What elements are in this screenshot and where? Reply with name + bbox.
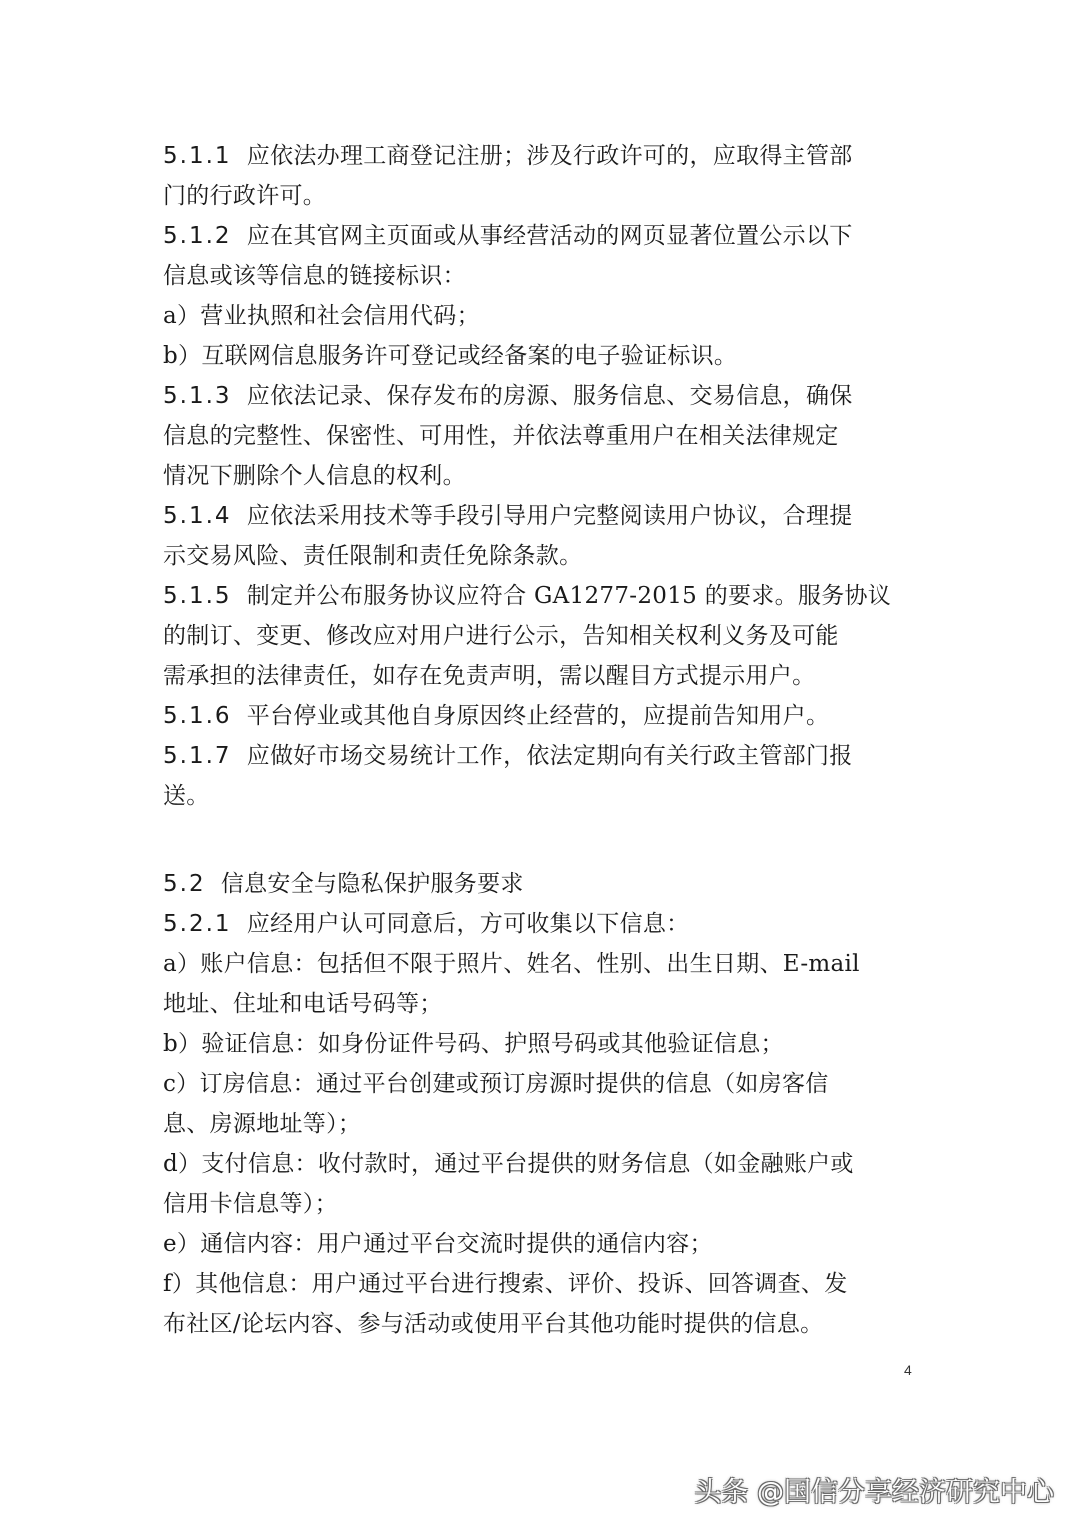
text-line (163, 176, 923, 216)
line-text: 示交易风险、责任限制和责任免除条款。 (163, 543, 583, 569)
line-text: 息、房源地址等）； (163, 1111, 362, 1137)
line-text: 应依法办理工商登记注册；涉及行政许可的，应取得主管部 (246, 143, 853, 169)
clause-line (163, 136, 923, 176)
clause-line (163, 736, 923, 776)
line-text: 制定并公布服务协议应符合 GA1277-2015 的要求。服务协议 (246, 583, 892, 609)
text-line (163, 944, 923, 984)
text-line (163, 256, 923, 296)
line-text: f）其他信息：用户通过平台进行搜索、评价、投诉、回答调查、发 (163, 1271, 848, 1297)
clause-line (163, 216, 923, 256)
line-text: 情况下删除个人信息的权利。 (163, 463, 466, 489)
text-line (163, 656, 923, 696)
line-text: 信息的完整性、保密性、可用性，并依法尊重用户在相关法律规定 (163, 423, 839, 449)
text-line (163, 1064, 923, 1104)
line-text: 地址、住址和电话号码等； (163, 991, 443, 1017)
line-text: a）账户信息：包括但不限于照片、姓名、性别、出生日期、E-mail (163, 951, 860, 977)
clause-line (163, 376, 923, 416)
text-line (163, 1104, 923, 1144)
clause-number: 5.1.1 (163, 143, 232, 169)
line-text: a）营业执照和社会信用代码； (163, 303, 480, 329)
line-text: 信用卡信息等）； (163, 1191, 338, 1217)
line-text: d）支付信息：收付款时，通过平台提供的财务信息（如金融账户或 (163, 1151, 854, 1177)
section-5-2-content (163, 904, 923, 1344)
section-heading (163, 864, 923, 904)
clause-line (163, 696, 923, 736)
line-text: b）验证信息：如身份证件号码、护照号码或其他验证信息； (163, 1031, 784, 1057)
section-number: 5.2 (163, 871, 206, 897)
section-gap (163, 816, 923, 864)
clause-number: 5.2.1 (163, 911, 232, 937)
line-text: 应在其官网主页面或从事经营活动的网页显著位置公示以下 (246, 223, 853, 249)
line-text: e）通信内容：用户通过平台交流时提供的通信内容； (163, 1231, 713, 1257)
line-text: c）订房信息：通过平台创建或预订房源时提供的信息（如房客信 (163, 1071, 829, 1097)
line-text: 应依法记录、保存发布的房源、服务信息、交易信息，确保 (246, 383, 853, 409)
clause-number: 5.1.6 (163, 703, 232, 729)
document-body (163, 136, 923, 1344)
text-line (163, 1184, 923, 1224)
section-5-1-content (163, 136, 923, 816)
line-text: 平台停业或其他自身原因终止经营的，应提前告知用户。 (246, 703, 830, 729)
watermark-text: 头条 @国信分享经济研究中心 (694, 1477, 1054, 1508)
clause-number: 5.1.7 (163, 743, 232, 769)
line-text: 信息或该等信息的链接标识： (163, 263, 466, 289)
line-text: 的制订、变更、修改应对用户进行公示，告知相关权利义务及可能 (163, 623, 839, 649)
clause-number: 5.1.3 (163, 383, 232, 409)
line-text: 送。 (163, 783, 210, 809)
line-text: 需承担的法律责任，如存在免责声明，需以醒目方式提示用户。 (163, 663, 816, 689)
text-line (163, 1024, 923, 1064)
text-line (163, 616, 923, 656)
text-line (163, 416, 923, 456)
page-number: 4 (904, 1362, 912, 1378)
line-text: 布社区/论坛内容、参与活动或使用平台其他功能时提供的信息。 (163, 1311, 824, 1337)
clause-line (163, 576, 923, 616)
clause-number: 5.1.2 (163, 223, 232, 249)
text-line (163, 296, 923, 336)
text-line (163, 336, 923, 376)
text-line (163, 1144, 923, 1184)
text-line (163, 984, 923, 1024)
line-text: b）互联网信息服务许可登记或经备案的电子验证标识。 (163, 343, 738, 369)
text-line (163, 536, 923, 576)
line-text: 应依法采用技术等手段引导用户完整阅读用户协议，合理提 (246, 503, 853, 529)
clause-line (163, 496, 923, 536)
text-line (163, 1264, 923, 1304)
line-text: 应经用户认可同意后，方可收集以下信息： (246, 911, 690, 937)
text-line (163, 456, 923, 496)
clause-line (163, 904, 923, 944)
text-line (163, 1224, 923, 1264)
clause-number: 5.1.5 (163, 583, 232, 609)
line-text: 门的行政许可。 (163, 183, 327, 209)
section-title: 信息安全与隐私保护服务要求 (220, 871, 524, 897)
clause-number: 5.1.4 (163, 503, 232, 529)
line-text: 应做好市场交易统计工作，依法定期向有关行政主管部门报 (246, 743, 853, 769)
text-line (163, 776, 923, 816)
text-line (163, 1304, 923, 1344)
